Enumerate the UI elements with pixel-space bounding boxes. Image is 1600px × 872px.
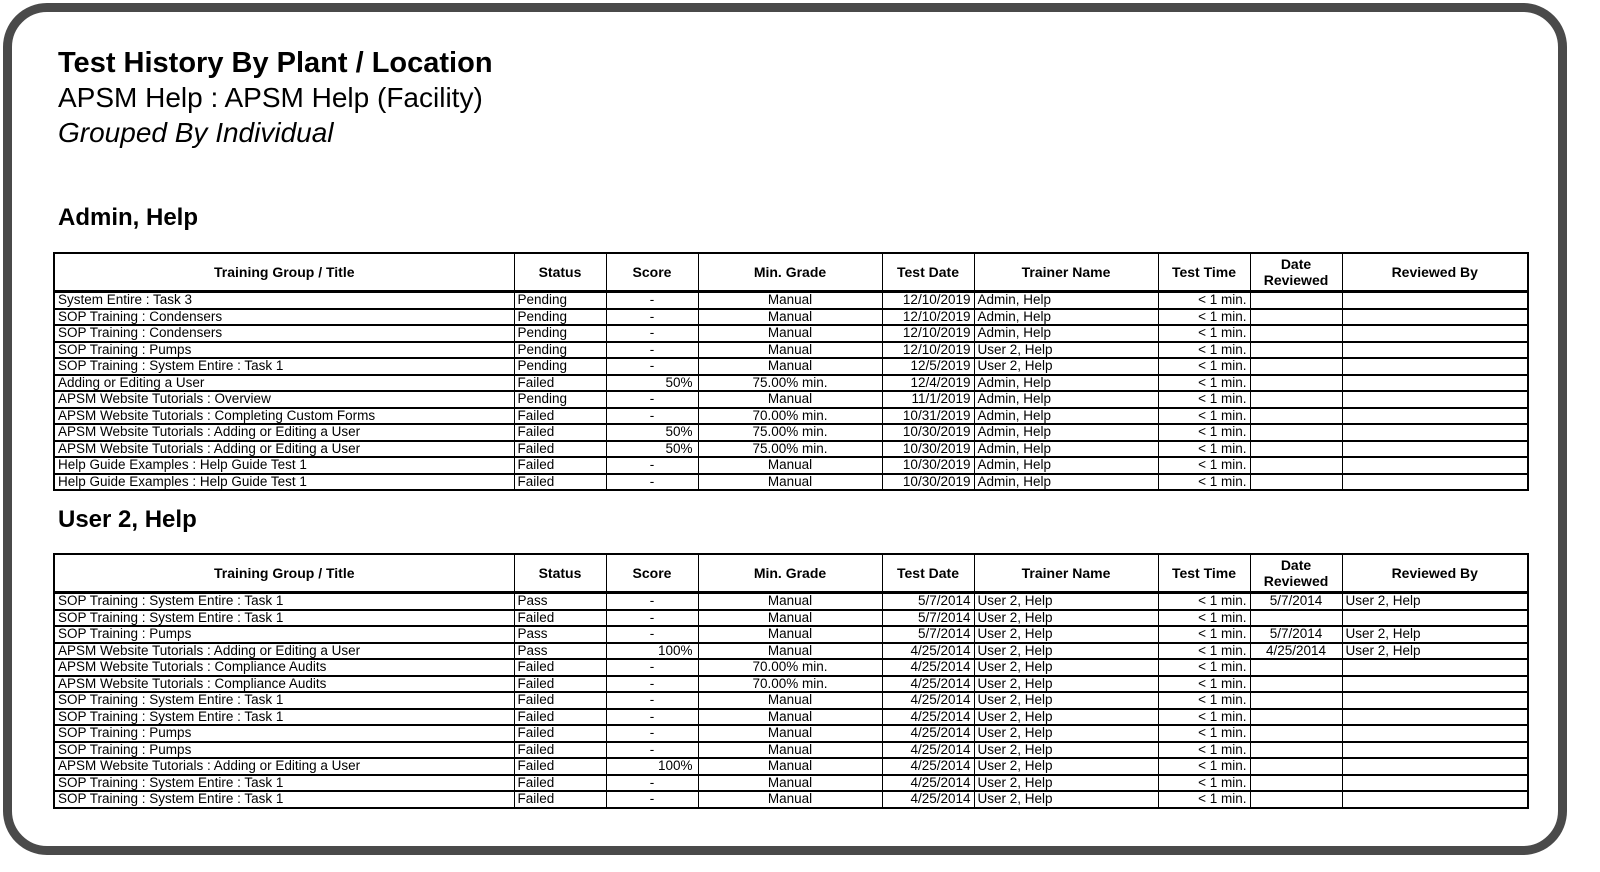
cell-reviewed-by [1342, 358, 1528, 375]
col-header-trainer-name: Trainer Name [974, 253, 1158, 292]
cell-title: APSM Website Tutorials : Compliance Audits [54, 676, 514, 693]
cell-reviewed-by [1342, 659, 1528, 676]
cell-test-time: < 1 min. [1158, 610, 1250, 627]
col-header-date-reviewed: Date Reviewed [1250, 253, 1342, 292]
cell-score: - [606, 309, 698, 326]
cell-status: Pending [514, 391, 606, 408]
cell-test-date: 12/10/2019 [882, 309, 974, 326]
cell-score: - [606, 342, 698, 359]
cell-min-grade: Manual [698, 626, 882, 643]
cell-test-date: 10/30/2019 [882, 424, 974, 441]
cell-trainer-name: Admin, Help [974, 441, 1158, 458]
table-row [54, 457, 1528, 474]
report-title: Test History By Plant / Location [58, 47, 493, 79]
cell-score: 50% [606, 424, 698, 441]
table-row [54, 758, 1528, 775]
col-header-status: Status [514, 554, 606, 593]
col-header-date-reviewed: Date Reviewed [1250, 554, 1342, 593]
table-row [54, 692, 1528, 709]
table-row [54, 709, 1528, 726]
cell-trainer-name: User 2, Help [974, 593, 1158, 610]
cell-title: APSM Website Tutorials : Adding or Editing a User [54, 441, 514, 458]
cell-score: - [606, 292, 698, 309]
cell-status: Pending [514, 325, 606, 342]
cell-score: 100% [606, 643, 698, 660]
cell-trainer-name: User 2, Help [974, 742, 1158, 759]
cell-reviewed-by [1342, 692, 1528, 709]
cell-reviewed-by [1342, 342, 1528, 359]
table-row [54, 659, 1528, 676]
cell-test-date: 4/25/2014 [882, 758, 974, 775]
cell-reviewed-by [1342, 325, 1528, 342]
cell-min-grade: 75.00% min. [698, 375, 882, 392]
cell-status: Failed [514, 791, 606, 808]
cell-trainer-name: User 2, Help [974, 676, 1158, 693]
cell-status: Failed [514, 659, 606, 676]
cell-min-grade: Manual [698, 391, 882, 408]
cell-reviewed-by [1342, 457, 1528, 474]
table-row [54, 358, 1528, 375]
cell-test-date: 12/10/2019 [882, 292, 974, 309]
cell-min-grade: Manual [698, 758, 882, 775]
cell-min-grade: Manual [698, 725, 882, 742]
cell-date-reviewed [1250, 309, 1342, 326]
cell-trainer-name: User 2, Help [974, 692, 1158, 709]
cell-min-grade: Manual [698, 709, 882, 726]
test-history-table-0 [53, 252, 1529, 491]
cell-date-reviewed [1250, 391, 1342, 408]
cell-title: Help Guide Examples : Help Guide Test 1 [54, 457, 514, 474]
cell-status: Failed [514, 676, 606, 693]
report-grouping: Grouped By Individual [58, 117, 334, 148]
cell-test-date: 12/4/2019 [882, 375, 974, 392]
cell-reviewed-by [1342, 441, 1528, 458]
cell-test-time: < 1 min. [1158, 441, 1250, 458]
cell-status: Failed [514, 375, 606, 392]
cell-title: APSM Website Tutorials : Completing Custom Forms [54, 408, 514, 425]
cell-score: - [606, 791, 698, 808]
table-row [54, 391, 1528, 408]
table-row [54, 775, 1528, 792]
cell-test-time: < 1 min. [1158, 593, 1250, 610]
cell-score: - [606, 593, 698, 610]
cell-date-reviewed [1250, 610, 1342, 627]
cell-date-reviewed [1250, 758, 1342, 775]
cell-trainer-name: User 2, Help [974, 791, 1158, 808]
table-row [54, 408, 1528, 425]
cell-date-reviewed [1250, 775, 1342, 792]
cell-title: SOP Training : System Entire : Task 1 [54, 709, 514, 726]
cell-test-time: < 1 min. [1158, 725, 1250, 742]
cell-status: Failed [514, 474, 606, 491]
col-header-title: Training Group / Title [54, 554, 514, 593]
col-header-score: Score [606, 554, 698, 593]
cell-date-reviewed [1250, 692, 1342, 709]
cell-min-grade: Manual [698, 457, 882, 474]
cell-date-reviewed [1250, 358, 1342, 375]
cell-reviewed-by [1342, 791, 1528, 808]
cell-trainer-name: Admin, Help [974, 391, 1158, 408]
cell-date-reviewed: 4/25/2014 [1250, 643, 1342, 660]
cell-score: - [606, 659, 698, 676]
cell-title: SOP Training : Condensers [54, 309, 514, 326]
cell-date-reviewed [1250, 742, 1342, 759]
cell-test-time: < 1 min. [1158, 626, 1250, 643]
cell-test-date: 4/25/2014 [882, 643, 974, 660]
col-header-title: Training Group / Title [54, 253, 514, 292]
col-header-min-grade: Min. Grade [698, 554, 882, 593]
table-row [54, 424, 1528, 441]
cell-date-reviewed [1250, 457, 1342, 474]
table-row [54, 676, 1528, 693]
cell-test-date: 4/25/2014 [882, 709, 974, 726]
cell-title: Help Guide Examples : Help Guide Test 1 [54, 474, 514, 491]
table-row [54, 342, 1528, 359]
col-header-test-time: Test Time [1158, 554, 1250, 593]
cell-min-grade: Manual [698, 309, 882, 326]
cell-reviewed-by [1342, 408, 1528, 425]
cell-score: - [606, 692, 698, 709]
cell-date-reviewed: 5/7/2014 [1250, 593, 1342, 610]
cell-status: Failed [514, 758, 606, 775]
cell-min-grade: Manual [698, 742, 882, 759]
cell-status: Pass [514, 626, 606, 643]
table-row [54, 309, 1528, 326]
table-row [54, 610, 1528, 627]
cell-status: Pass [514, 643, 606, 660]
cell-status: Failed [514, 408, 606, 425]
cell-title: SOP Training : System Entire : Task 1 [54, 775, 514, 792]
cell-date-reviewed [1250, 659, 1342, 676]
cell-title: SOP Training : System Entire : Task 1 [54, 610, 514, 627]
cell-min-grade: Manual [698, 593, 882, 610]
cell-title: APSM Website Tutorials : Compliance Audits [54, 659, 514, 676]
col-header-status: Status [514, 253, 606, 292]
section-heading-1: User 2, Help [58, 506, 197, 533]
cell-date-reviewed: 5/7/2014 [1250, 626, 1342, 643]
cell-score: - [606, 610, 698, 627]
cell-status: Pass [514, 593, 606, 610]
cell-score: - [606, 358, 698, 375]
cell-trainer-name: User 2, Help [974, 643, 1158, 660]
cell-score: - [606, 325, 698, 342]
cell-title: SOP Training : System Entire : Task 1 [54, 791, 514, 808]
table-row [54, 742, 1528, 759]
cell-test-date: 10/30/2019 [882, 474, 974, 491]
cell-trainer-name: Admin, Help [974, 424, 1158, 441]
cell-test-time: < 1 min. [1158, 676, 1250, 693]
cell-date-reviewed [1250, 441, 1342, 458]
cell-trainer-name: Admin, Help [974, 309, 1158, 326]
cell-title: APSM Website Tutorials : Adding or Editing a User [54, 424, 514, 441]
cell-title: Adding or Editing a User [54, 375, 514, 392]
cell-test-date: 5/7/2014 [882, 610, 974, 627]
cell-reviewed-by [1342, 725, 1528, 742]
cell-min-grade: Manual [698, 358, 882, 375]
cell-test-time: < 1 min. [1158, 692, 1250, 709]
cell-min-grade: Manual [698, 292, 882, 309]
cell-trainer-name: Admin, Help [974, 325, 1158, 342]
cell-date-reviewed [1250, 342, 1342, 359]
table-header-row [54, 554, 1528, 593]
cell-title: SOP Training : Pumps [54, 342, 514, 359]
table-row [54, 791, 1528, 808]
cell-min-grade: 70.00% min. [698, 659, 882, 676]
cell-test-time: < 1 min. [1158, 342, 1250, 359]
cell-title: SOP Training : System Entire : Task 1 [54, 593, 514, 610]
cell-status: Failed [514, 610, 606, 627]
cell-trainer-name: Admin, Help [974, 474, 1158, 491]
cell-reviewed-by [1342, 474, 1528, 491]
cell-trainer-name: User 2, Help [974, 709, 1158, 726]
test-history-table-1 [53, 553, 1529, 809]
cell-test-time: < 1 min. [1158, 742, 1250, 759]
cell-reviewed-by: User 2, Help [1342, 593, 1528, 610]
cell-date-reviewed [1250, 375, 1342, 392]
cell-test-date: 10/30/2019 [882, 441, 974, 458]
cell-trainer-name: User 2, Help [974, 626, 1158, 643]
table-row [54, 325, 1528, 342]
cell-test-time: < 1 min. [1158, 643, 1250, 660]
cell-status: Failed [514, 775, 606, 792]
cell-reviewed-by [1342, 775, 1528, 792]
cell-test-date: 12/10/2019 [882, 325, 974, 342]
cell-test-date: 5/7/2014 [882, 593, 974, 610]
cell-trainer-name: Admin, Help [974, 457, 1158, 474]
cell-score: - [606, 742, 698, 759]
cell-date-reviewed [1250, 408, 1342, 425]
cell-test-time: < 1 min. [1158, 375, 1250, 392]
cell-min-grade: Manual [698, 325, 882, 342]
cell-status: Pending [514, 342, 606, 359]
cell-trainer-name: User 2, Help [974, 758, 1158, 775]
cell-status: Failed [514, 424, 606, 441]
section-heading-0: Admin, Help [58, 204, 199, 231]
table-row [54, 725, 1528, 742]
cell-score: - [606, 676, 698, 693]
cell-min-grade: 70.00% min. [698, 676, 882, 693]
cell-reviewed-by: User 2, Help [1342, 643, 1528, 660]
cell-reviewed-by [1342, 375, 1528, 392]
col-header-test-date: Test Date [882, 253, 974, 292]
cell-status: Failed [514, 709, 606, 726]
cell-reviewed-by [1342, 676, 1528, 693]
cell-test-date: 10/30/2019 [882, 457, 974, 474]
cell-test-time: < 1 min. [1158, 791, 1250, 808]
cell-min-grade: 70.00% min. [698, 408, 882, 425]
cell-test-time: < 1 min. [1158, 424, 1250, 441]
cell-min-grade: Manual [698, 692, 882, 709]
cell-test-date: 5/7/2014 [882, 626, 974, 643]
cell-status: Failed [514, 441, 606, 458]
cell-date-reviewed [1250, 292, 1342, 309]
cell-test-time: < 1 min. [1158, 408, 1250, 425]
table-row [54, 474, 1528, 491]
cell-test-time: < 1 min. [1158, 391, 1250, 408]
cell-test-date: 4/25/2014 [882, 791, 974, 808]
table-row [54, 626, 1528, 643]
cell-score: - [606, 775, 698, 792]
cell-trainer-name: Admin, Help [974, 375, 1158, 392]
cell-test-date: 11/1/2019 [882, 391, 974, 408]
cell-reviewed-by [1342, 758, 1528, 775]
cell-score: - [606, 408, 698, 425]
cell-min-grade: Manual [698, 775, 882, 792]
cell-score: - [606, 709, 698, 726]
cell-test-time: < 1 min. [1158, 325, 1250, 342]
cell-test-date: 4/25/2014 [882, 725, 974, 742]
cell-test-time: < 1 min. [1158, 775, 1250, 792]
cell-test-date: 4/25/2014 [882, 659, 974, 676]
cell-title: SOP Training : System Entire : Task 1 [54, 692, 514, 709]
cell-test-time: < 1 min. [1158, 474, 1250, 491]
cell-test-date: 4/25/2014 [882, 742, 974, 759]
cell-test-time: < 1 min. [1158, 309, 1250, 326]
cell-test-date: 12/10/2019 [882, 342, 974, 359]
cell-title: APSM Website Tutorials : Overview [54, 391, 514, 408]
cell-reviewed-by [1342, 709, 1528, 726]
cell-status: Failed [514, 692, 606, 709]
col-header-min-grade: Min. Grade [698, 253, 882, 292]
cell-title: System Entire : Task 3 [54, 292, 514, 309]
col-header-reviewed-by: Reviewed By [1342, 253, 1528, 292]
cell-title: SOP Training : Condensers [54, 325, 514, 342]
cell-title: SOP Training : Pumps [54, 742, 514, 759]
cell-reviewed-by [1342, 742, 1528, 759]
cell-trainer-name: User 2, Help [974, 358, 1158, 375]
cell-min-grade: 75.00% min. [698, 424, 882, 441]
cell-reviewed-by [1342, 391, 1528, 408]
cell-min-grade: Manual [698, 610, 882, 627]
cell-title: APSM Website Tutorials : Adding or Editing a User [54, 643, 514, 660]
cell-trainer-name: User 2, Help [974, 342, 1158, 359]
cell-reviewed-by [1342, 292, 1528, 309]
cell-trainer-name: User 2, Help [974, 659, 1158, 676]
cell-score: - [606, 457, 698, 474]
col-header-reviewed-by: Reviewed By [1342, 554, 1528, 593]
cell-date-reviewed [1250, 325, 1342, 342]
table-row [54, 643, 1528, 660]
table-row [54, 375, 1528, 392]
cell-trainer-name: User 2, Help [974, 725, 1158, 742]
cell-status: Pending [514, 309, 606, 326]
cell-test-date: 10/31/2019 [882, 408, 974, 425]
cell-title: SOP Training : Pumps [54, 725, 514, 742]
cell-score: - [606, 626, 698, 643]
cell-min-grade: Manual [698, 342, 882, 359]
cell-test-date: 4/25/2014 [882, 775, 974, 792]
cell-min-grade: 75.00% min. [698, 441, 882, 458]
cell-score: 100% [606, 758, 698, 775]
report-subtitle: APSM Help : APSM Help (Facility) [58, 82, 483, 113]
cell-test-time: < 1 min. [1158, 358, 1250, 375]
cell-min-grade: Manual [698, 643, 882, 660]
cell-min-grade: Manual [698, 474, 882, 491]
cell-reviewed-by [1342, 309, 1528, 326]
cell-date-reviewed [1250, 474, 1342, 491]
cell-score: - [606, 391, 698, 408]
col-header-test-time: Test Time [1158, 253, 1250, 292]
cell-min-grade: Manual [698, 791, 882, 808]
cell-test-date: 12/5/2019 [882, 358, 974, 375]
cell-title: SOP Training : System Entire : Task 1 [54, 358, 514, 375]
table-header-row [54, 253, 1528, 292]
cell-date-reviewed [1250, 791, 1342, 808]
table-row [54, 292, 1528, 309]
cell-reviewed-by [1342, 424, 1528, 441]
cell-test-date: 4/25/2014 [882, 676, 974, 693]
cell-score: - [606, 725, 698, 742]
cell-status: Pending [514, 292, 606, 309]
col-header-test-date: Test Date [882, 554, 974, 593]
cell-status: Failed [514, 457, 606, 474]
cell-status: Failed [514, 725, 606, 742]
cell-score: - [606, 474, 698, 491]
cell-date-reviewed [1250, 676, 1342, 693]
cell-date-reviewed [1250, 709, 1342, 726]
col-header-score: Score [606, 253, 698, 292]
cell-status: Pending [514, 358, 606, 375]
cell-test-date: 4/25/2014 [882, 692, 974, 709]
col-header-trainer-name: Trainer Name [974, 554, 1158, 593]
cell-title: SOP Training : Pumps [54, 626, 514, 643]
cell-title: APSM Website Tutorials : Adding or Editing a User [54, 758, 514, 775]
cell-test-time: < 1 min. [1158, 457, 1250, 474]
cell-test-time: < 1 min. [1158, 292, 1250, 309]
cell-date-reviewed [1250, 725, 1342, 742]
cell-status: Failed [514, 742, 606, 759]
cell-score: 50% [606, 375, 698, 392]
table-row [54, 441, 1528, 458]
cell-reviewed-by: User 2, Help [1342, 626, 1528, 643]
cell-test-time: < 1 min. [1158, 659, 1250, 676]
cell-test-time: < 1 min. [1158, 758, 1250, 775]
cell-test-time: < 1 min. [1158, 709, 1250, 726]
cell-trainer-name: User 2, Help [974, 610, 1158, 627]
cell-date-reviewed [1250, 424, 1342, 441]
cell-trainer-name: Admin, Help [974, 408, 1158, 425]
cell-score: 50% [606, 441, 698, 458]
cell-trainer-name: Admin, Help [974, 292, 1158, 309]
cell-trainer-name: User 2, Help [974, 775, 1158, 792]
table-row [54, 593, 1528, 610]
cell-reviewed-by [1342, 610, 1528, 627]
